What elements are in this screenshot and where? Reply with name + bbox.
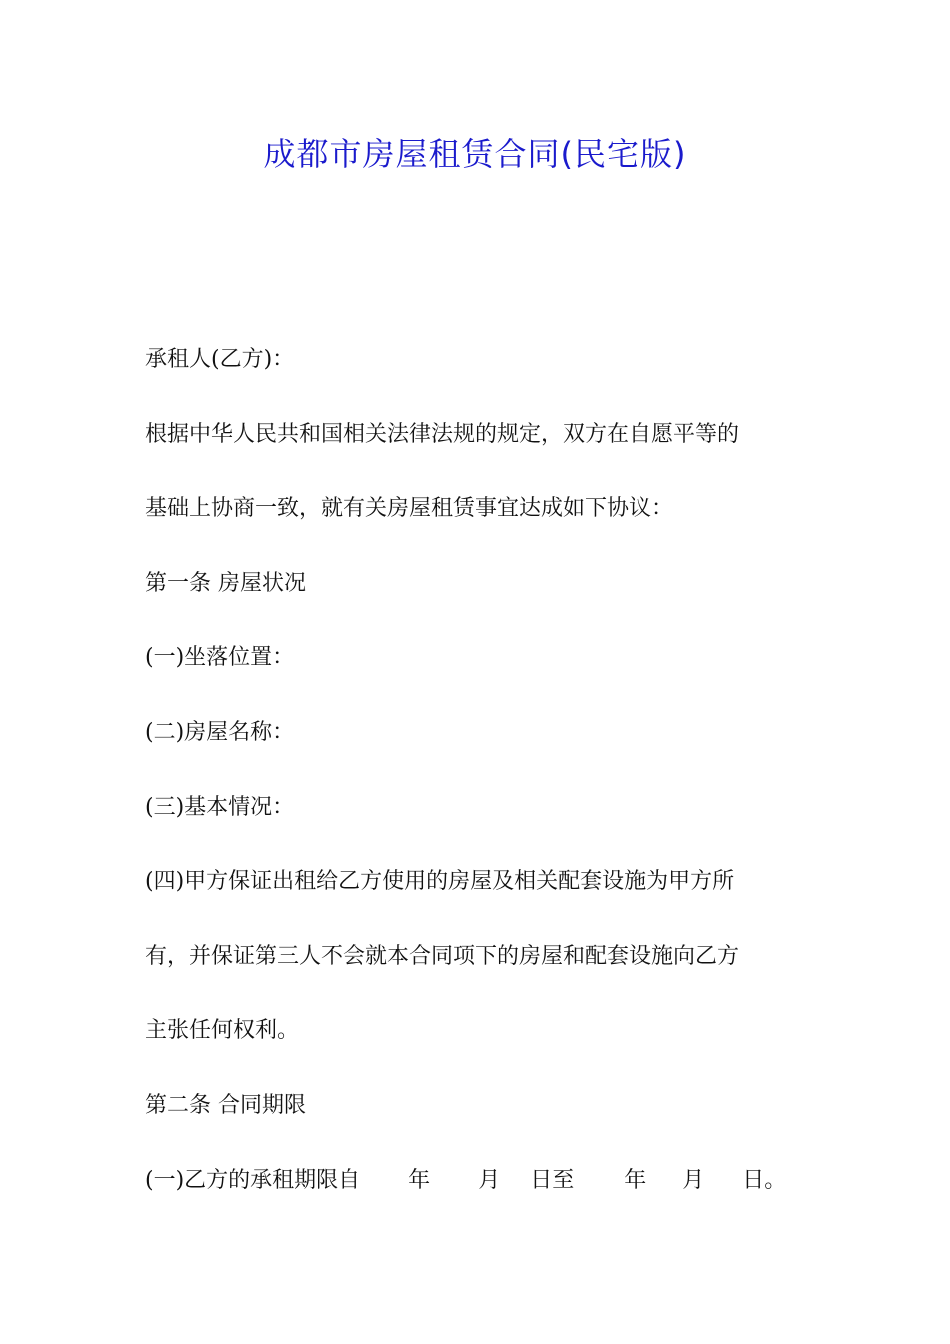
clause-guarantee-line-1: (四)甲方保证出租给乙方使用的房屋及相关配套设施为甲方所 — [145, 869, 735, 895]
preamble-line-1: 根据中华人民共和国相关法律法规的规定，双方在自愿平等的 — [145, 421, 740, 447]
term-month-end: 月 — [682, 1167, 705, 1193]
preamble-line-2: 基础上协商一致，就有关房屋租赁事宜达成如下协议： — [145, 496, 674, 522]
term-year-start: 年 — [408, 1167, 431, 1193]
clause-location: (一)坐落位置： — [145, 645, 295, 671]
article-1-heading: 第一条 房屋状况 — [145, 570, 306, 596]
clause-guarantee-line-3: 主张任何权利。 — [145, 1018, 300, 1044]
clause-house-name: (二)房屋名称： — [145, 719, 295, 745]
lessee-line: 承租人(乙方)： — [145, 347, 295, 372]
term-day-end: 日。 — [742, 1167, 787, 1193]
term-year-end: 年 — [624, 1167, 647, 1193]
clause-basic-info: (三)基本情况： — [145, 794, 295, 820]
term-prefix: (一)乙方的承租期限自 — [145, 1167, 361, 1193]
clause-term-period — [145, 1154, 825, 1229]
document-body — [145, 333, 825, 1228]
term-month-start: 月 — [478, 1167, 501, 1193]
document-title: 成都市房屋租赁合同(民宅版) — [263, 135, 687, 173]
article-2-heading: 第二条 合同期限 — [145, 1092, 306, 1118]
term-day-to: 日至 — [530, 1167, 575, 1193]
clause-guarantee-line-2: 有，并保证第三人不会就本合同项下的房屋和配套设施向乙方 — [145, 943, 740, 969]
